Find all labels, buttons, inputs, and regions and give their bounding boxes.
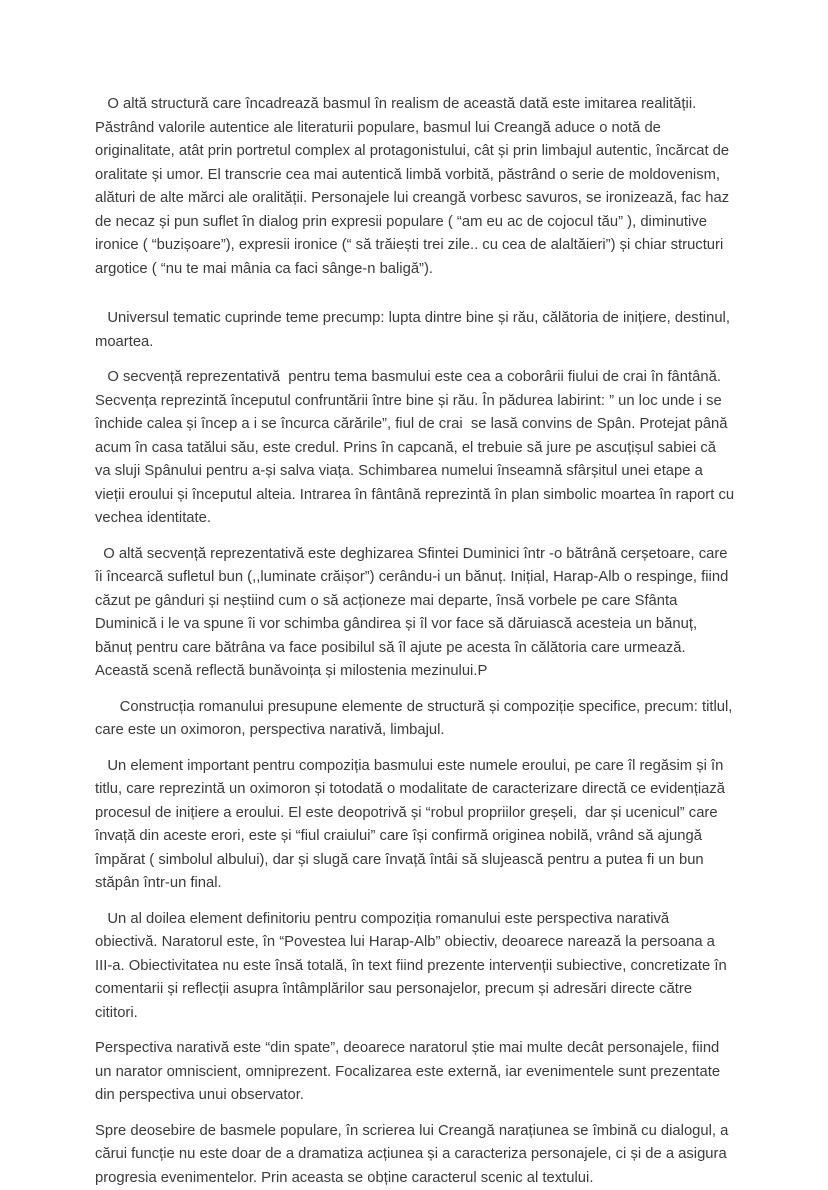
paragraph-perspectiva-obiectiva: Un al doilea element definitoriu pentru compoziția romanului este perspectiva narativă obiectivă. Naratorul este, în “Povestea lui Harap-Alb” obiectiv, deoarece narează la persoana a III-a. Obiectivitatea nu este însă totală, în text fiind prezente intervenții subiective, concretizate în comentarii și reflecții asupra întâmplărilor sau personajelor, precum și adresări directe către cititori.	[95, 908, 735, 1026]
paragraph-narator-omniscient: Perspectiva narativă este “din spate”, deoarece naratorul știe mai multe decât personajele, fiind un narator omniscient, omniprezent. Focalizarea este externă, iar evenimentele sunt prezentate din perspectiva unui observator.	[95, 1037, 735, 1108]
paragraph-constructia-romanului: Construcția romanului presupune elemente de structură și compoziție specifice, precum: titlul, care este un oximoron, perspectiva narativă, limbajul.	[95, 696, 735, 743]
paragraph-realism-imitarea-realitatii: O altă structură care încadrează basmul în realism de această dată este imitarea realității. Păstrând valorile autentice ale literaturii populare, basmul lui Creangă aduce o notă de originalitate, atât prin portretul complex al protagonistului, cât și prin limbajul autentic, încărcat de oralitate și umor. El transcrie cea mai autentică limbă vorbită, păstrând o serie de moldovenism, alături de alte mărci ale oralității. Personajele lui creangă vorbesc savuros, se ironizează, fac haz de necaz și pun suflet în dialog prin expresii populare ( “am eu ac de cojocul tău” ), diminutive ironice ( “buzișoare”), expresii ironice (“ să trăiești trei zile.. cu cea de alaltăieri”) și chiar structuri argotice ( “nu te mai mânia ca faci sânge-n baligă”).	[95, 93, 735, 281]
paragraph-universul-tematic: Universul tematic cuprinde teme precump: lupta dintre bine și rău, călătoria de inițiere, destinul, moartea.	[95, 307, 735, 354]
paragraph-secventa-fantana: O secvență reprezentativă pentru tema basmului este cea a coborârii fiului de crai în fântână. Secvența reprezintă începutul confruntării între bine și rău. În pădurea labirint: ” un loc unde i se închide calea și încep a i se încurca cărările”, fiul de crai se lasă convins de Spân. Protejat până acum în casa tatălui său, este credul. Prins în capcană, el trebuie să jure pe ascuțișul sabiei că va sluji Spânului pentru a-și salva viața. Schimbarea numelui înseamnă sfârșitul unei etape a vieții eroului și începutul alteia. Intrarea în fântână reprezintă în plan simbolic moartea în raport cu vechea identitate.	[95, 366, 735, 531]
paragraph-secventa-sfanta-duminica: O altă secvență reprezentativă este deghizarea Sfintei Duminici într -o bătrână cerșetoare, care îi încearcă sufletul bun (,,luminate crăișor”) cerându-i un bănuț. Inițial, Harap-Alb o respinge, fiind căzut pe gânduri și neștiind cum o să acționeze mai departe, însă vorbele pe care Sfânta Duminică i le va spune îi vor schimba gândirea și îl vor face să dăruiască acesteia un bănuț, bănuț pentru care bătrâna va face posibilul să îl ajute pe acesta în călătoria care urmează. Această scenă reflectă bunăvoința și milostenia mezinului.P	[95, 543, 735, 684]
paragraph-dialog-caracter-scenic: Spre deosebire de basmele populare, în scrierea lui Creangă narațiunea se îmbină cu dialogul, a cărui funcție nu este doar de a dramatiza acțiunea și a caracteriza personajele, ci și de a asigura progresia evenimentelor. Prin aceasta se obține caracterul scenic al textului.	[95, 1120, 735, 1190]
paragraph-numele-eroului: Un element important pentru compoziția basmului este numele eroului, pe care îl regăsim și în titlu, care reprezintă un oximoron și totodată o modalitate de caracterizare directă ce evidențiază procesul de inițiere a eroului. El este deopotrivă și “robul propriilor greșeli, dar și ucenicul” care învață din aceste erori, este și “fiul craiului” care își confirmă originea nobilă, vrând să ajungă împărat ( simbolul albului), dar și slugă care învață întâi să slujească pentru a putea fi un bun stăpân într-un final.	[95, 755, 735, 896]
